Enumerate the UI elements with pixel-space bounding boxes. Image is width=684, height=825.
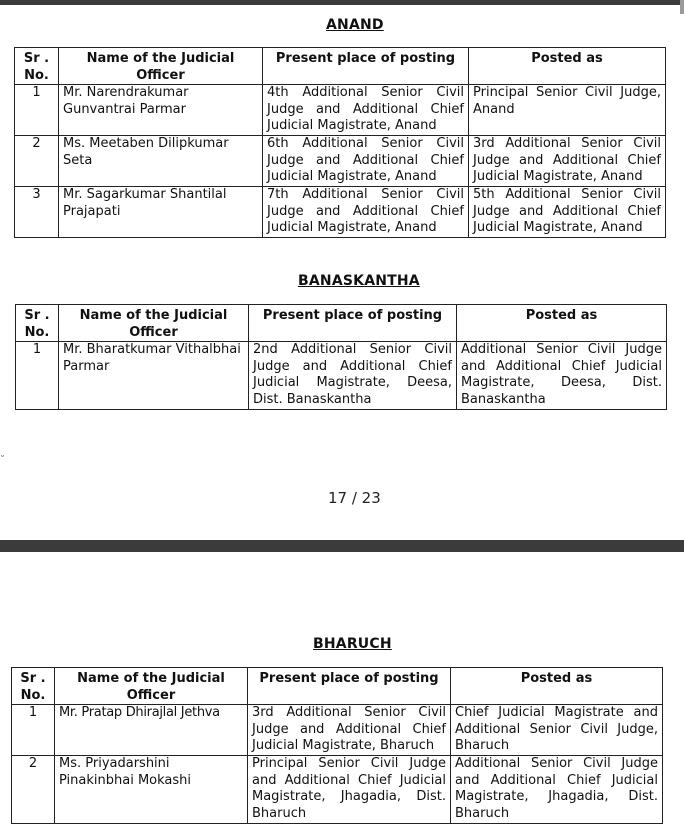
table-header-row [16,305,667,342]
cell-present: 3rd Additional Senior Civil Judge and Additional Chief Judicial Magistrate, Bharuch [248,705,451,756]
page-separator-bar [0,540,684,552]
table-row [12,705,663,756]
table-row [15,85,666,136]
cell-posted: Chief Judicial Magistrate and Additional Senior Civil Judge, Bharuch [451,705,663,756]
section-title-anand: ANAND [326,17,384,33]
cell-name: Mr. Narendrakumar Gunvantrai Parmar [59,85,263,136]
table-row [12,756,663,824]
header-present: Present place of posting [248,668,451,705]
header-sr: Sr . No. [16,305,59,342]
cell-sr: 1 [12,705,55,756]
page-number: 17 / 23 [328,489,381,507]
cell-present: 2nd Additional Senior Civil Judge and Additional Chief Judicial Magistrate, Deesa, Dist. Banaskantha [249,342,457,410]
table-row [15,187,666,238]
section-title-bharuch: BHARUCH [313,636,392,652]
table-anand [14,47,666,238]
cell-present: 7th Additional Senior Civil Judge and Additional Chief Judicial Magistrate, Anand [263,187,469,238]
scrollbar-thumb[interactable] [680,0,684,14]
margin-mark: ˘ [0,455,5,466]
cell-name: Ms. Priyadarshini Pinakinbhai Mokashi [55,756,248,824]
header-name: Name of the Judicial Officer [59,305,249,342]
cell-name: Mr. Bharatkumar Vithalbhai Parmar [59,342,249,410]
cell-present: 4th Additional Senior Civil Judge and Additional Chief Judicial Magistrate, Anand [263,85,469,136]
header-posted: Posted as [469,48,666,85]
cell-posted: Additional Senior Civil Judge and Additional Chief Judicial Magistrate, Jhagadia, Dist. Bharuch [451,756,663,824]
header-present: Present place of posting [249,305,457,342]
cell-sr: 2 [15,136,59,187]
table-bharuch [11,667,663,824]
cell-name: Mr. Sagarkumar Shantilal Prajapati [59,187,263,238]
table-header-row [15,48,666,85]
cell-sr: 2 [12,756,55,824]
cell-sr: 1 [15,85,59,136]
cell-present: 6th Additional Senior Civil Judge and Additional Chief Judicial Magistrate, Anand [263,136,469,187]
header-sr: Sr . No. [15,48,59,85]
cell-sr: 3 [15,187,59,238]
cell-name: Ms. Meetaben Dilipkumar Seta [59,136,263,187]
header-name: Name of the Judicial Officer [59,48,263,85]
section-title-banaskantha: BANASKANTHA [298,273,420,289]
header-present: Present place of posting [263,48,469,85]
cell-posted: 3rd Additional Senior Civil Judge and Additional Chief Judicial Magistrate, Anand [469,136,666,187]
cell-present: Principal Senior Civil Judge and Additional Chief Judicial Magistrate, Jhagadia, Dist. Bharuch [248,756,451,824]
table-header-row [12,668,663,705]
table-banaskantha [15,304,667,410]
cell-name: Mr. Pratap Dhirajlal Jethva [55,705,248,756]
header-posted: Posted as [451,668,663,705]
header-posted: Posted as [457,305,667,342]
header-sr: Sr . No. [12,668,55,705]
viewer-top-bar [0,0,684,5]
cell-posted: Additional Senior Civil Judge and Additional Chief Judicial Magistrate, Deesa, Dist. Banaskantha [457,342,667,410]
cell-sr: 1 [16,342,59,410]
header-name: Name of the Judicial Officer [55,668,248,705]
cell-posted: 5th Additional Senior Civil Judge and Additional Chief Judicial Magistrate, Anand [469,187,666,238]
table-row [15,136,666,187]
table-row [16,342,667,410]
cell-posted: Principal Senior Civil Judge, Anand [469,85,666,136]
